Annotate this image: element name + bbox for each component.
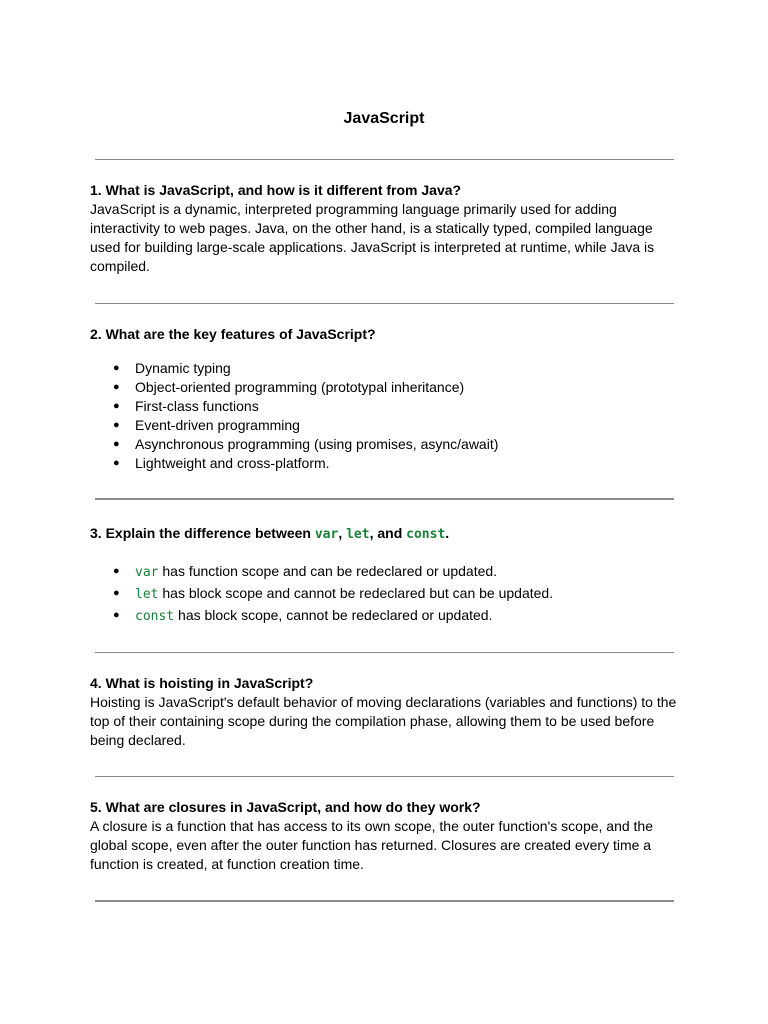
answer-line: used for building large-scale applications. JavaScript is interpreted at runtime, while Java is (90, 239, 655, 255)
list-item-text: Dynamic typing (135, 360, 231, 376)
faq-section-5 (90, 798, 680, 874)
list-item-text: Lightweight and cross-platform. (135, 455, 330, 471)
list-item (90, 416, 680, 435)
bullet-icon: ● (113, 587, 120, 599)
answer-line: global scope, even after the outer function has returned. Closures are created every time a (90, 837, 652, 853)
list-item (90, 359, 680, 378)
divider (95, 159, 674, 160)
divider (95, 776, 674, 777)
code-const: const (135, 609, 175, 624)
bullet-icon: ● (113, 419, 120, 431)
question-heading (90, 524, 680, 544)
bullet-list (90, 561, 680, 627)
question-heading: 4. What is hoisting in JavaScript? (90, 675, 314, 691)
list-item (90, 583, 680, 605)
page-title: JavaScript (343, 110, 425, 127)
bullet-icon: ● (113, 362, 120, 374)
list-item (90, 435, 680, 454)
list-item (90, 454, 680, 473)
answer-line: Hoisting is JavaScript's default behavior of moving declarations (variables and functions) to the (90, 694, 677, 710)
answer-line: function is created, at function creation time. (90, 856, 364, 872)
bullet-icon: ● (113, 381, 120, 393)
list-item-text: has function scope and can be redeclared or updated. (158, 563, 498, 579)
code-const: const (406, 527, 446, 542)
faq-section-4 (90, 674, 680, 750)
list-item-text: Asynchronous programming (using promises, async/await) (135, 436, 499, 452)
code-let: let (346, 527, 370, 542)
code-var: var (314, 527, 339, 542)
bullet-list (90, 359, 680, 473)
answer-line: A closure is a function that has access to its own scope, the outer function's scope, and the (90, 818, 654, 834)
list-item (90, 605, 680, 627)
list-item-text: Event-driven programming (135, 417, 300, 433)
list-item (90, 397, 680, 416)
faq-section-3 (90, 524, 680, 627)
list-item (90, 561, 680, 583)
list-item-text: Object-oriented programming (prototypal inheritance) (135, 379, 465, 395)
answer-line: compiled. (90, 258, 150, 274)
question-text: . (445, 525, 450, 541)
answer-line: JavaScript is a dynamic, interpreted programming language primarily used for adding (90, 201, 617, 217)
question-text: 3. Explain the difference between (90, 525, 315, 541)
faq-section-1 (90, 181, 680, 276)
question-text: , (338, 525, 347, 541)
question-heading: 5. What are closures in JavaScript, and how do they work? (90, 799, 481, 815)
bullet-icon: ● (113, 457, 120, 469)
list-item-text: has block scope, cannot be redeclared or updated. (174, 607, 493, 623)
list-item (90, 378, 680, 397)
code-var: var (135, 565, 159, 580)
divider (95, 303, 674, 304)
question-heading: 1. What is JavaScript, and how is it different from Java? (90, 182, 462, 198)
bullet-icon: ● (113, 609, 120, 621)
divider (95, 498, 674, 500)
answer-line: being declared. (90, 732, 186, 748)
divider (95, 900, 674, 902)
answer-line: top of their containing scope during the compilation phase, allowing them to be used before (90, 713, 655, 729)
bullet-icon: ● (113, 565, 120, 577)
list-item-text: First-class functions (135, 398, 259, 414)
code-let: let (135, 587, 159, 602)
bullet-icon: ● (113, 438, 120, 450)
answer-line: interactivity to web pages. Java, on the other hand, is a statically typed, compiled language (90, 220, 653, 236)
list-item-text: has block scope and cannot be redeclared but can be updated. (158, 585, 554, 601)
divider (95, 652, 674, 653)
question-heading: 2. What are the key features of JavaScript? (90, 326, 376, 342)
bullet-icon: ● (113, 400, 120, 412)
question-text: , and (369, 525, 407, 541)
faq-section-2 (90, 325, 680, 473)
